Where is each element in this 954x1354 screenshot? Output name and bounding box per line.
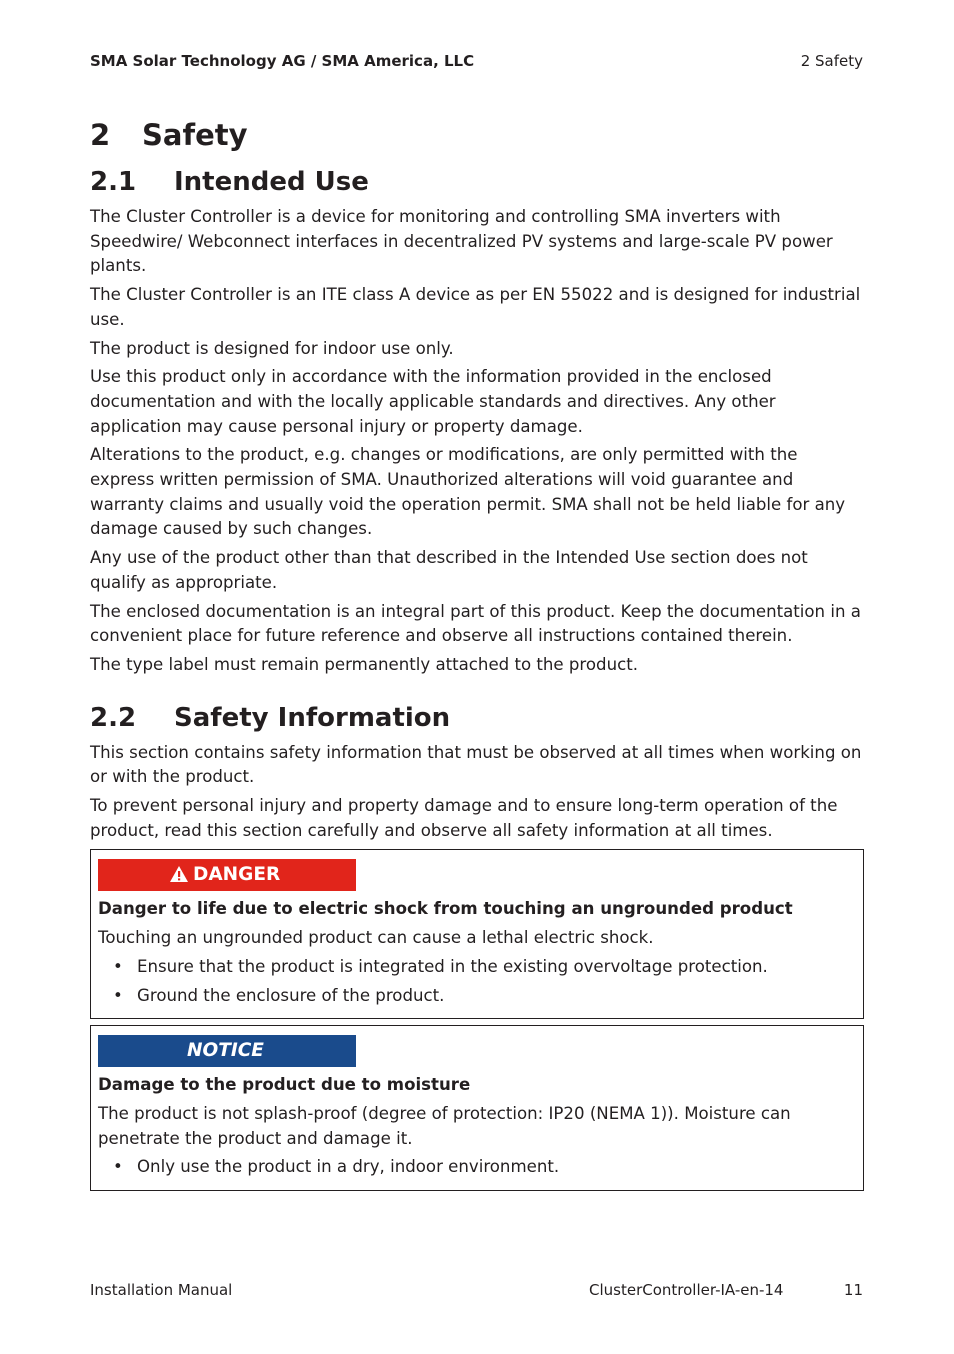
list-item-text: Ground the enclosure of the product. [137, 985, 445, 1005]
page-number: 11 [843, 1281, 863, 1299]
section-title: Safety Information [174, 702, 451, 733]
notice-instructions [98, 1155, 856, 1180]
body-paragraph: This section contains safety information that must be observed at all times when working on or with the product. [90, 742, 862, 787]
body-paragraph: The enclosed documentation is an integral part of this product. Keep the documentation in a convenient place for future reference and observe all instructions contained therein. [90, 601, 861, 646]
body-paragraph: The Cluster Controller is a device for monitoring and controlling SMA inverters with Speedwire/ Webconnect interfaces in decentralized PV systems and large-scale PV power plants. [90, 207, 833, 276]
running-header-company: SMA Solar Technology AG / SMA America, LLC [90, 52, 475, 70]
bullet-icon: • [113, 985, 123, 1005]
body-paragraph: The product is designed for indoor use only. [90, 338, 454, 358]
notice-text: The product is not splash-proof (degree of protection: IP20 (NEMA 1)). Moisture can penetrate the product and damage it. [98, 1103, 791, 1148]
body-paragraph: The Cluster Controller is an ITE class A device as per EN 55022 and is designed for industrial use. [90, 285, 861, 329]
list-item [98, 984, 856, 1009]
list-item-text: Ensure that the product is integrated in the existing overvoltage protection. [137, 956, 768, 976]
chapter-title: Safety [142, 118, 248, 152]
body-paragraph: Alterations to the product, e.g. changes or modifications, are only permitted with the express written permission of SMA. Unauthorized alterations will void guarantee and warranty claims and usually void the operation permit. SMA shall not be held liable for any damage caused by such changes. [90, 445, 846, 539]
bullet-icon: • [113, 1157, 123, 1177]
body-paragraph: Any use of the product other than that described in the Intended Use section does not qualify as appropriate. [90, 548, 808, 592]
body-paragraph: To prevent personal injury and property damage and to ensure long-term operation of the product, read this section carefully and observe all safety information at all times. [90, 796, 838, 840]
bullet-icon: • [113, 956, 123, 976]
notice-banner [98, 1035, 356, 1067]
section-number: 2.2 [90, 702, 137, 733]
footer-manual-title: Installation Manual [90, 1281, 233, 1299]
danger-box [90, 849, 864, 1019]
list-item [98, 955, 856, 980]
notice-box [90, 1025, 864, 1191]
section-number: 2.1 [90, 167, 137, 197]
danger-label: DANGER [193, 864, 281, 886]
list-item [98, 1155, 856, 1180]
danger-banner [98, 859, 356, 891]
danger-title: Danger to life due to electric shock from touching an ungrounded product [98, 899, 793, 919]
running-header-section: 2 Safety [800, 52, 863, 70]
section-title: Intended Use [174, 167, 369, 197]
footer-document-id: ClusterController-IA-en-14 [589, 1281, 784, 1299]
notice-label: NOTICE [187, 1040, 264, 1062]
page-content [90, 113, 864, 1191]
chapter-heading [90, 113, 864, 161]
section-heading-safety-information [90, 697, 864, 741]
danger-instructions [98, 955, 856, 1008]
section-heading-intended-use [90, 161, 864, 205]
list-item-text: Only use the product in a dry, indoor environment. [137, 1157, 560, 1177]
body-paragraph: The type label must remain permanently attached to the product. [90, 654, 638, 674]
warning-triangle-icon [169, 862, 189, 894]
notice-title: Damage to the product due to moisture [98, 1075, 471, 1095]
body-paragraph: Use this product only in accordance with the information provided in the enclosed documentation and with the locally applicable standards and directives. Any other application may cause personal injury or property damage. [90, 367, 776, 436]
danger-text: Touching an ungrounded product can cause a lethal electric shock. [98, 928, 654, 948]
chapter-number: 2 [90, 118, 111, 152]
